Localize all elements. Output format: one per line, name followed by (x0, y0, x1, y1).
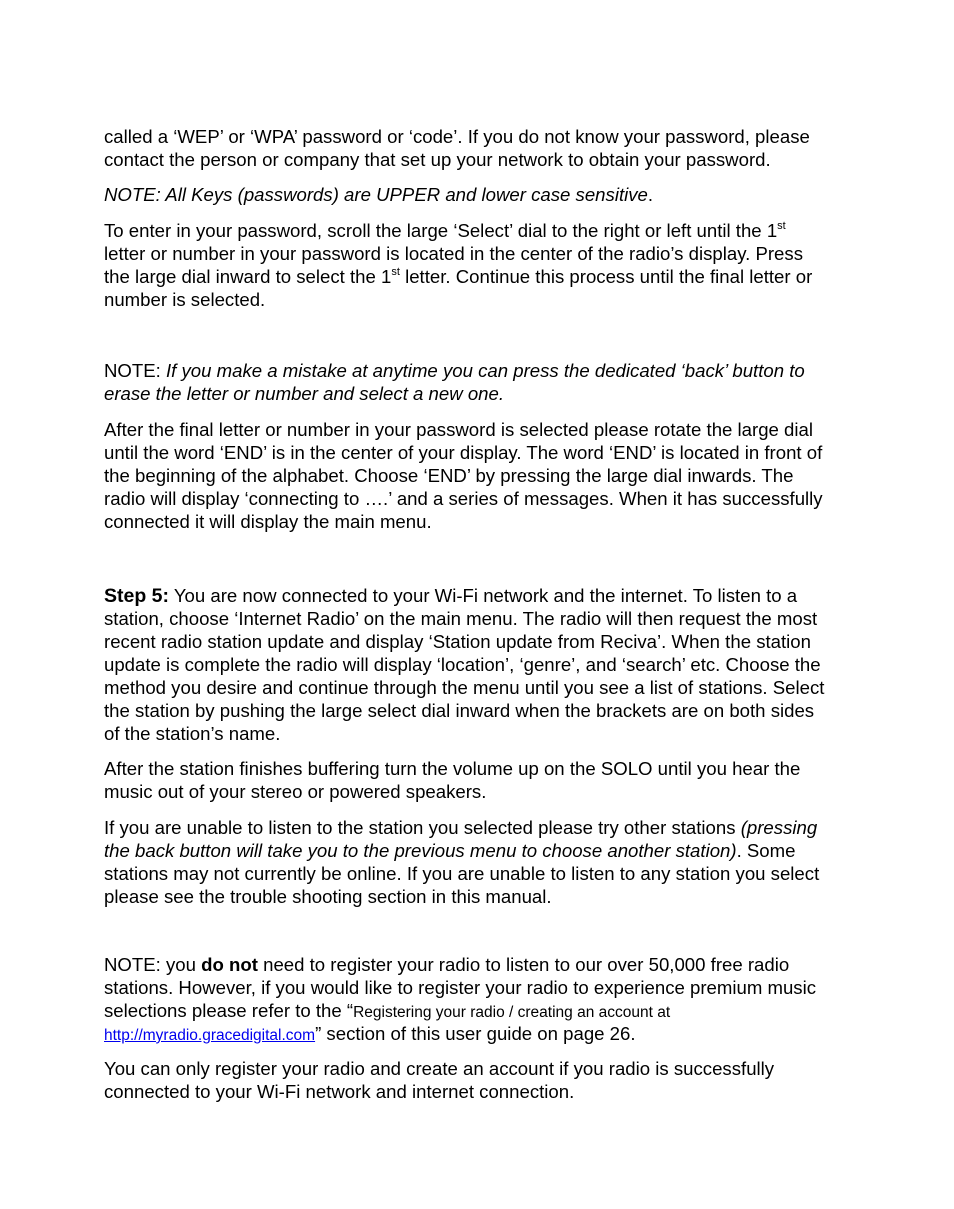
text-segment: the station by pushing the large select dial inward when the brackets are on both sides (104, 700, 815, 721)
text-segment: letter. Continue this process until the final letter or (399, 266, 813, 287)
text-segment: recent radio station update and display ‘Station update from Reciva’. When the station (104, 631, 811, 652)
text-line (104, 676, 824, 699)
text-segment: Registering your radio / creating an account at (353, 1004, 671, 1021)
text-line (104, 757, 800, 780)
text-segment: connected it will display the main menu. (104, 511, 432, 532)
text-segment: You are now connected to your Wi-Fi network and the internet. To listen to a (169, 585, 798, 606)
text-segment: the back button will take you to the previous menu to choose another station) (104, 840, 737, 861)
text-segment: . Some (736, 840, 796, 861)
text-line (104, 219, 812, 242)
text-segment: (pressing (740, 817, 818, 838)
text-line (104, 607, 824, 630)
text-line (104, 1080, 774, 1103)
text-segment: until the word ‘END’ is in the center of your display. The word ‘END’ is located in front of (104, 442, 823, 463)
text-segment: st (391, 266, 400, 278)
text-line (104, 816, 819, 839)
text-segment: called a ‘WEP’ or ‘WPA’ password or ‘code’. If you do not know your password, please (104, 126, 810, 147)
text-segment: music out of your stereo or powered speakers. (104, 781, 487, 802)
text-line (104, 441, 823, 464)
text-line (104, 418, 823, 441)
text-segment: After the station finishes buffering turn the volume up on the SOLO until you hear the (104, 758, 801, 779)
text-segment: selections please refer to the “ (104, 1000, 354, 1021)
text-segment: st (777, 220, 786, 232)
text-line (104, 464, 823, 487)
paragraph-enter-password (104, 219, 812, 311)
text-line (104, 862, 819, 885)
text-segment: ” section of this user guide on page 26. (315, 1023, 636, 1044)
text-line (104, 699, 824, 722)
paragraph-register-note (104, 953, 816, 1045)
paragraph-register-requirement (104, 1057, 774, 1103)
paragraph-buffering (104, 757, 800, 803)
text-segment: the large dial inward to select the 1 (104, 266, 392, 287)
paragraph-end-selection (104, 418, 823, 533)
text-line (104, 584, 824, 607)
text-segment: stations. However, if you would like to register your radio to experience premium music (104, 977, 817, 998)
text-line (104, 630, 824, 653)
text-line (104, 885, 819, 908)
text-segment: letter or number in your password is located in the center of the radio’s display. Press (104, 243, 803, 264)
text-segment: number is selected. (104, 289, 266, 310)
text-line (104, 125, 810, 148)
text-line (104, 953, 816, 976)
text-segment: . (647, 184, 654, 205)
text-segment: If you make a mistake at anytime you can press the dedicated ‘back’ button to (165, 360, 805, 381)
text-line (104, 148, 810, 171)
text-segment: connected to your Wi-Fi network and internet connection. (104, 1081, 575, 1102)
text-line (104, 382, 805, 405)
text-segment: update is complete the radio will display ‘location’, ‘genre’, and ‘search’ etc. Choose the (104, 654, 821, 675)
text-segment: station, choose ‘Internet Radio’ on the main menu. The radio will then request the most (104, 608, 818, 629)
text-segment: If you are unable to listen to the station you selected please try other stations (104, 817, 741, 838)
text-segment: erase the letter or number and select a new one. (104, 383, 505, 404)
paragraph-password-intro (104, 125, 810, 171)
text-segment: NOTE: All Keys (passwords) are UPPER and lower case sensitive (104, 184, 648, 205)
text-segment: the beginning of the alphabet. Choose ‘END’ by pressing the large dial inwards. The (104, 465, 794, 486)
text-segment: After the final letter or number in your password is selected please rotate the large dial (104, 419, 814, 440)
website-link[interactable]: http://myradio.gracedigital.com (104, 1027, 316, 1044)
text-line (104, 288, 812, 311)
text-line (104, 722, 824, 745)
text-line (104, 839, 819, 862)
text-segment: radio will display ‘connecting to ….’ and a series of messages. When it has successfully (104, 488, 823, 509)
paragraph-unable-to-listen (104, 816, 819, 908)
text-segment: of the station’s name. (104, 723, 281, 744)
text-segment: contact the person or company that set up your network to obtain your password. (104, 149, 771, 170)
paragraph-case-sensitive-note (104, 183, 653, 206)
text-line (104, 510, 823, 533)
text-line (104, 780, 800, 803)
text-line (104, 976, 816, 999)
text-segment: You can only register your radio and create an account if you radio is successfully (104, 1058, 775, 1079)
text-segment: method you desire and continue through the menu until you see a list of stations. Select (104, 677, 825, 698)
text-line (104, 265, 812, 288)
text-line (104, 487, 823, 510)
text-line (104, 1022, 816, 1045)
text-line (104, 183, 653, 206)
text-line (104, 359, 805, 382)
text-segment: NOTE: (104, 360, 166, 381)
text-segment: stations may not currently be online. If you are unable to listen to any station you select (104, 863, 820, 884)
text-segment: do not (201, 954, 258, 975)
text-segment: NOTE: you (104, 954, 202, 975)
paragraph-step-5 (104, 584, 824, 745)
text-segment: To enter in your password, scroll the large ‘Select’ dial to the right or left until the 1 (104, 220, 778, 241)
text-segment: please see the trouble shooting section in this manual. (104, 886, 552, 907)
text-line (104, 242, 812, 265)
text-line (104, 653, 824, 676)
text-segment: need to register your radio to listen to our over 50,000 free radio (257, 954, 790, 975)
step-label: Step 5: (104, 585, 170, 607)
text-line (104, 1057, 774, 1080)
paragraph-mistake-note (104, 359, 805, 405)
text-line (104, 999, 816, 1022)
